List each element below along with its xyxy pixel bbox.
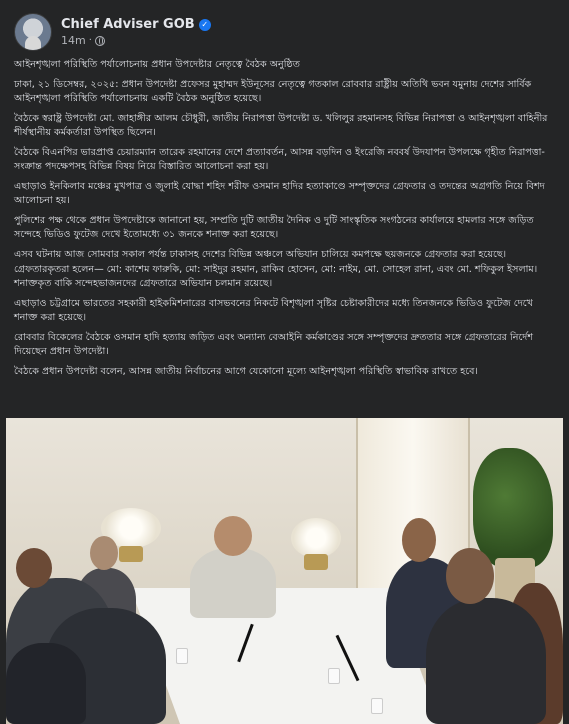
timestamp-row [61, 34, 211, 47]
post-paragraph: এছাড়াও ইনকিলাব মঞ্চের মুখপাত্র ও জুলাই যোদ্ধা শহিদ শরীফ ওসমান হাদির হত্যাকাণ্ডে সম্পৃক্তদের গ্রেফতার ও তদন্তের অগ্রগতি নিয়ে বিশদ আলোচনা হয়। [14, 181, 545, 207]
photo-person-head [402, 518, 436, 562]
photo-vase [304, 554, 328, 570]
globe-icon[interactable] [95, 36, 105, 46]
photo-cup [371, 698, 383, 714]
post-header [14, 12, 211, 52]
post-paragraph: এসব ঘটনায় আজ সোমবার সকাল পর্যন্ত ঢাকাসহ দেশের বিভিন্ন অঞ্চলে অভিযান চালিয়ে কমপক্ষে ছয়জনকে গ্রেফতার করা হয়েছে। গ্রেফতারকৃতরা হলেন— মো: কাশেম ফারুকি, মো: সাইদুর রহমান, রাকিব হোসেন, মো: নাইম, মো. সোহেল রানা, এবং মো. শফিকুল ইসলাম। শনাক্তকৃত বাকি সন্দেহভাজনদের গ্রেফতারে অভিযান চলমান রয়েছে। [14, 249, 538, 289]
post-paragraph: বৈঠকে স্বরাষ্ট্র উপদেষ্টা মো. জাহাঙ্গীর আলম চৌধুরী, জাতীয় নিরাপত্তা উপদেষ্টা ড. খলিলুর রহমানসহ বিভিন্ন নিরাপত্তা ও আইনশৃঙ্খলা বাহিনীর শীর্ষস্থানীয় কর্মকর্তারা উপস্থিত ছিলেন। [14, 112, 548, 139]
post-paragraph: ঢাকা, ২১ ডিসেম্বর, ২০২৫: প্রধান উপদেষ্টা প্রফেসর মুহাম্মদ ইউনূসের নেতৃত্বে গতকাল রোববার রাষ্ট্রীয় অতিথি ভবন যমুনায় দেশের সার্বিক আইনশৃঙ্খলা পরিস্থিতি পর্যালোচনায় একটি বৈঠক অনুষ্ঠিত হয়েছে। [14, 78, 532, 105]
post-paragraph: পুলিশের পক্ষ থেকে প্রধান উপদেষ্টাকে জানানো হয়, সম্প্রতি দুটি জাতীয় দৈনিক ও দুটি সাংস্কৃতিক সংগঠনের কার্যালয়ে হামলার সঙ্গে জড়িত সন্দেহে ভিডিও ফুটেজ দেখে ইতোমধ্যে ৩১ জনকে শনাক্ত করা হয়েছে। [14, 215, 534, 241]
post-paragraph: বৈঠকে প্রধান উপদেষ্টা বলেন, আসন্ন জাতীয় নির্বাচনের আগে যেকোনো মূল্যে আইনশৃঙ্খলা পরিস্থিতি স্বাভাবিক রাখতে হবে। [14, 365, 478, 377]
photo-person-head [446, 548, 494, 604]
photo-person-chief-adviser [190, 548, 276, 618]
photo-flowers [291, 518, 341, 558]
photo-person [6, 643, 86, 724]
meta-separator: · [88, 35, 92, 46]
post-photo[interactable] [6, 418, 563, 724]
photo-vase [119, 546, 143, 562]
photo-person-head [90, 536, 118, 570]
verified-badge-icon: ✓ [199, 19, 211, 31]
photo-plant [473, 448, 553, 568]
photo-cup [328, 668, 340, 684]
post-paragraph: বৈঠকে বিএনপির ভারপ্রাপ্ত চেয়ারম্যান তারেক রহমানের দেশে প্রত্যাবর্তন, আসন্ন বড়দিন ও ইংরেজি নববর্ষ উদযাপন উপলক্ষে গৃহীত নিরাপত্তা-সংক্রান্ত পদক্ষেপসহ বিভিন্ন বিষয় নিয়ে বিস্তারিত আলোচনা করা হয়। [14, 146, 545, 173]
photo-person-head [214, 516, 252, 556]
post-timestamp[interactable]: 14m [61, 34, 86, 47]
photo-person [426, 598, 546, 724]
photo-person-head [16, 548, 52, 588]
post-meta [61, 17, 211, 47]
post-paragraph: এছাড়াও চট্টগ্রামে ভারতের সহকারী হাইকমিশনারের বাসভবনের নিকটে বিশৃঙ্খলা সৃষ্টির চেষ্টাকারীদের মধ্যে তিনজনকে ভিডিও ফুটেজ দেখে শনাক্ত করা হয়েছে। [14, 297, 533, 323]
author-row [61, 17, 211, 32]
photo-cup [176, 648, 188, 664]
author-name[interactable]: Chief Adviser GOB [61, 17, 195, 32]
author-avatar[interactable] [14, 13, 52, 51]
post-body [14, 58, 555, 385]
post-paragraph: রোববার বিকেলের বৈঠকে ওসমান হাদি হত্যায় জড়িত এবং অন্যান্য বেআইনি কর্মকাণ্ডের সঙ্গে সম্পৃক্তদের দ্রুততার সঙ্গে গ্রেফতারের নির্দেশ দিয়েছেন প্রধান উপদেষ্টা। [14, 331, 534, 358]
post-headline: আইনশৃঙ্খলা পরিস্থিতি পর্যালোচনায় প্রধান উপদেষ্টার নেতৃত্বে বৈঠক অনুষ্ঠিত [14, 59, 300, 70]
